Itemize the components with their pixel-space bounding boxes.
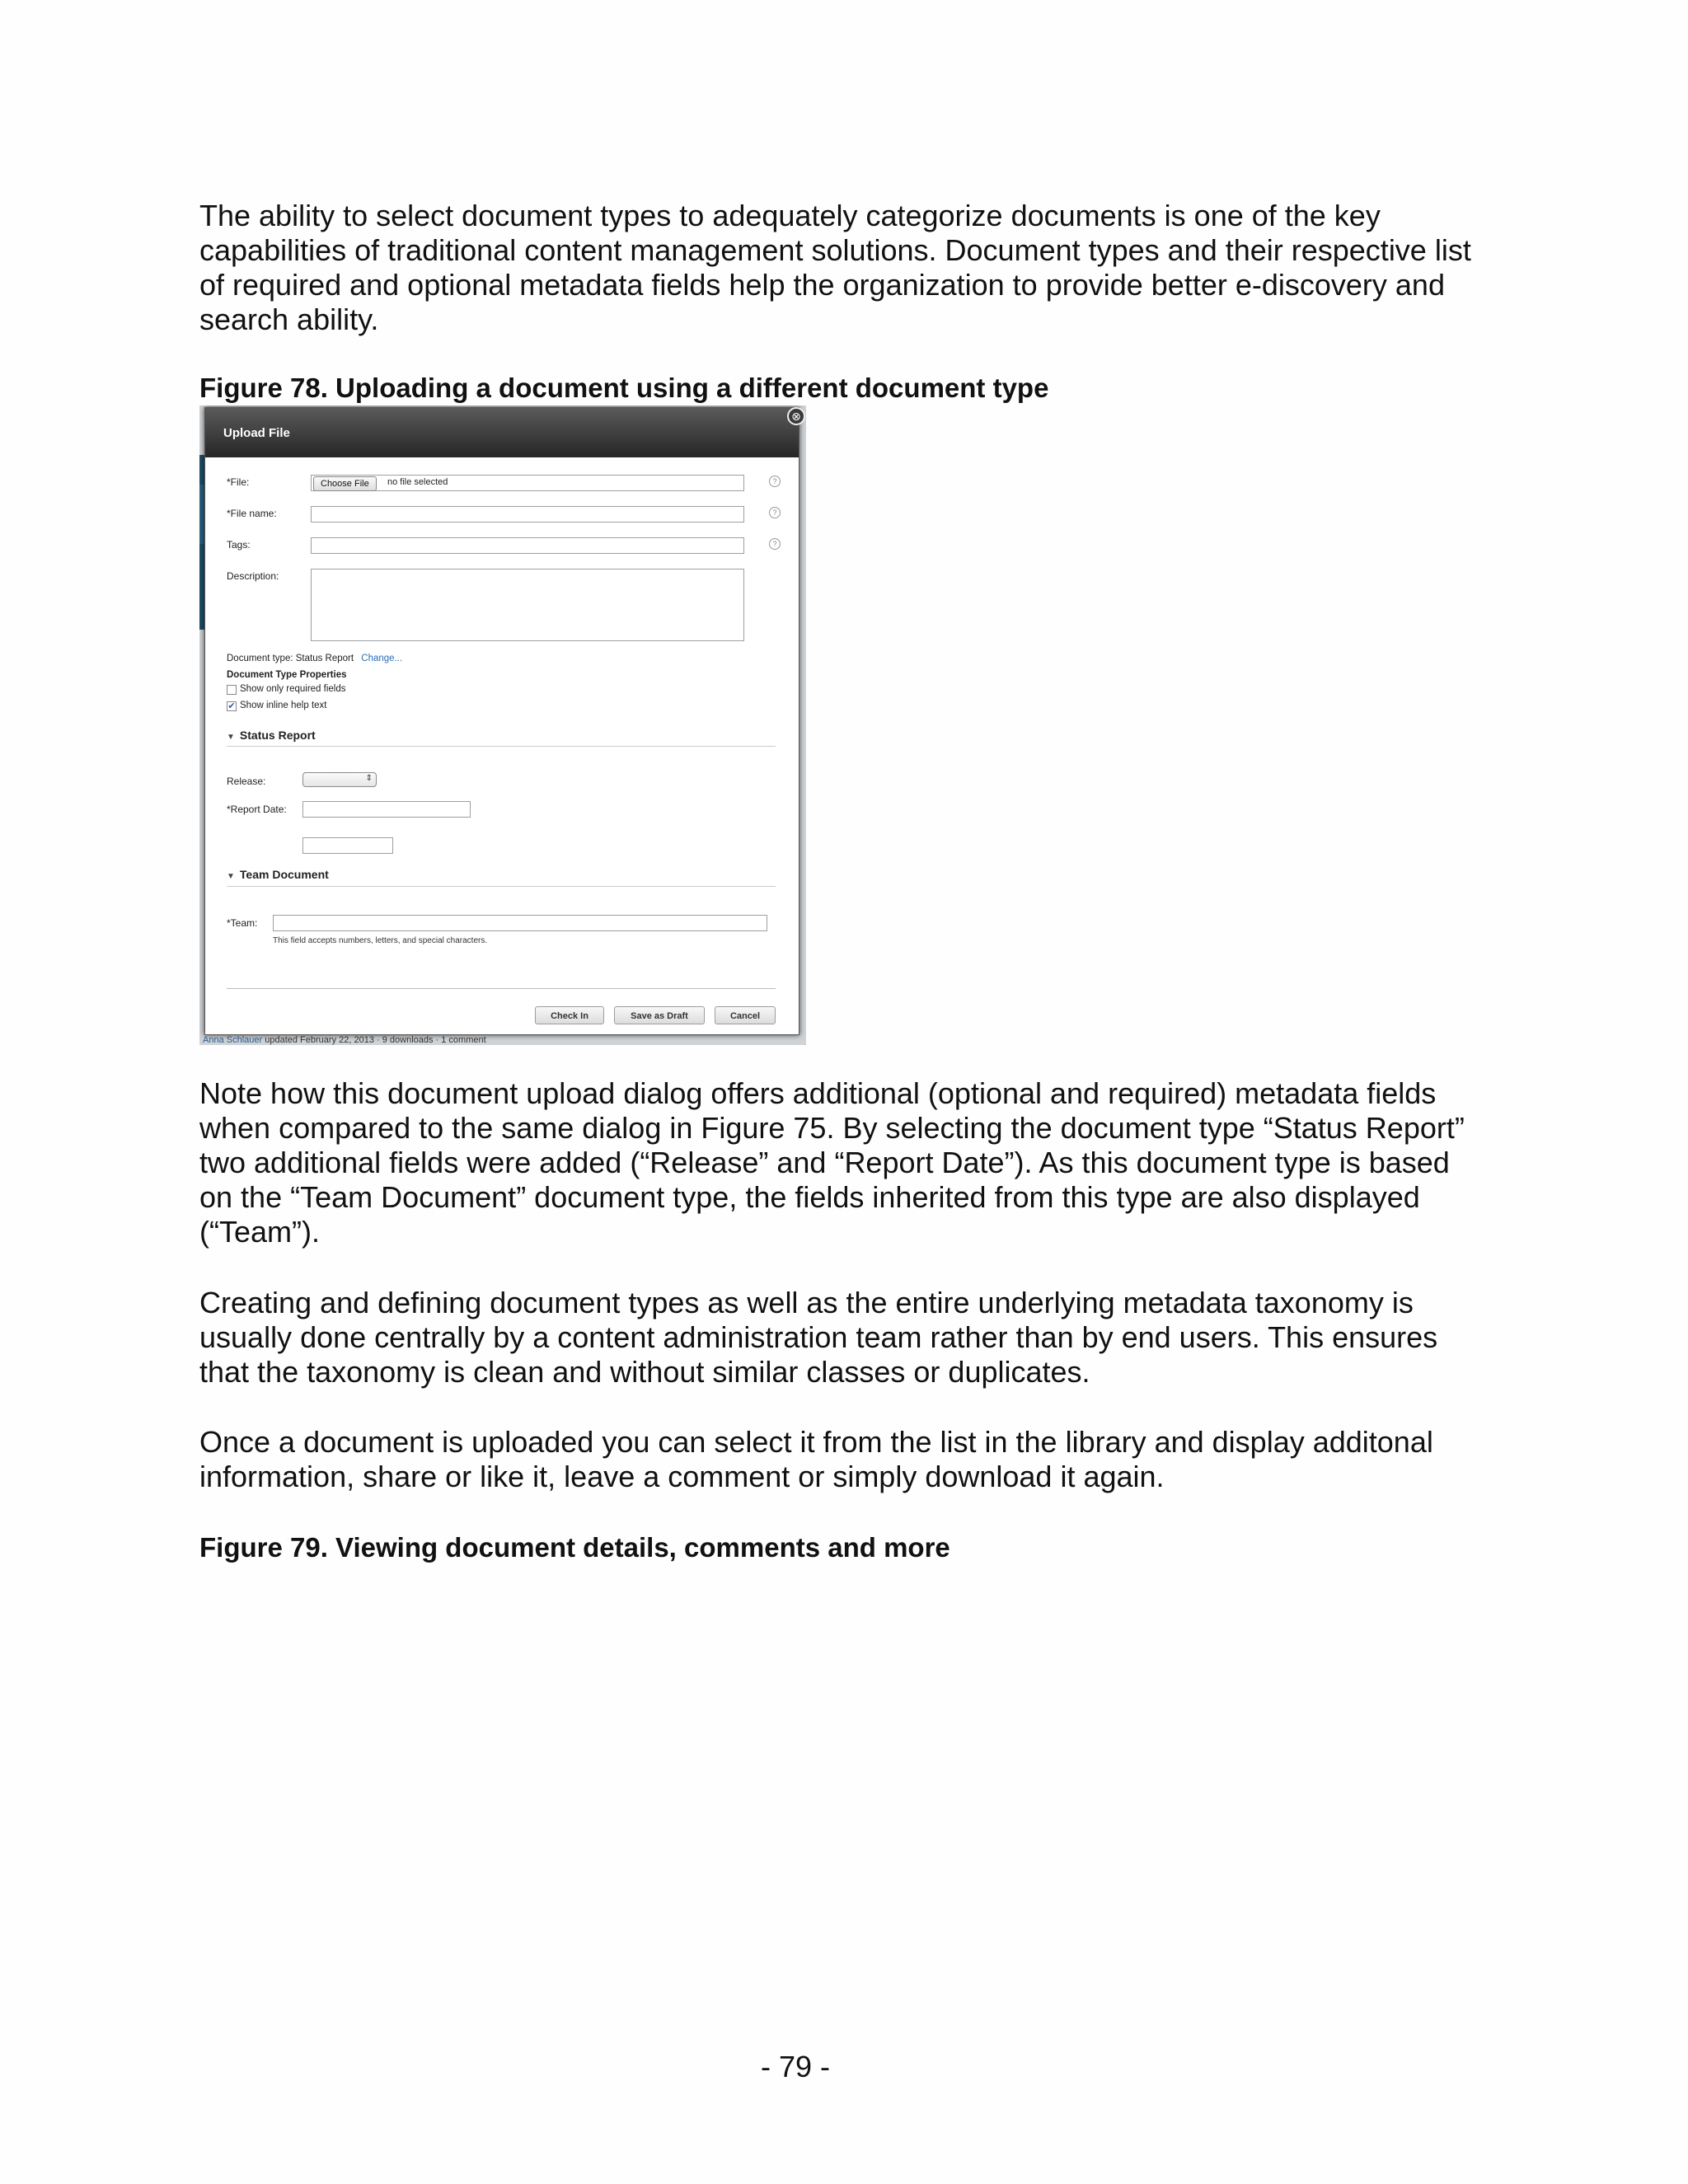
file-label: *File: bbox=[227, 476, 250, 488]
file-name-input[interactable] bbox=[311, 506, 744, 523]
collapse-triangle-icon: ▼ bbox=[227, 733, 235, 742]
upload-file-dialog bbox=[204, 407, 799, 1035]
select-arrow-icon: ⇕ bbox=[365, 774, 373, 783]
section-divider bbox=[227, 746, 776, 747]
team-document-section[interactable] bbox=[227, 868, 329, 881]
figure-79-caption: Figure 79. Viewing document details, comments and more bbox=[199, 1532, 950, 1563]
team-field-hint: This field accepts numbers, letters, and special characters. bbox=[273, 936, 488, 945]
tags-label: Tags: bbox=[227, 539, 251, 551]
page-number: - 79 - bbox=[760, 2050, 831, 2083]
properties-heading: Document Type Properties bbox=[227, 670, 347, 680]
note-paragraph: Note how this document upload dialog offers additional (optional and required) metadata fields when compared to the same dialog in Figure 75. By selecting the document type “Status Report” two additional fields were added (“Release” and “Report Date”). As this document type is based on the “Team Document” document type, the fields inherited from this type are also displayed (“Team”). bbox=[199, 1076, 1465, 1249]
report-time-input[interactable] bbox=[302, 837, 393, 854]
intro-paragraph: The ability to select document types to adequately categorize documents is one of the key capabilities of traditional content management solutions. Document types and their respective list of required and optional metadata fields help the organization to provide better e-discovery and search ability. bbox=[199, 199, 1471, 336]
document-type-row bbox=[227, 654, 402, 663]
background-footer-author: Anna Schlauer bbox=[203, 1035, 263, 1045]
show-required-checkbox[interactable] bbox=[227, 685, 237, 695]
release-select[interactable] bbox=[302, 772, 377, 787]
check-in-button[interactable]: Check In bbox=[535, 1006, 604, 1024]
cancel-button[interactable]: Cancel bbox=[715, 1006, 776, 1024]
background-footer-text: updated February 22, 2013 · 9 downloads · 1 comment bbox=[265, 1035, 486, 1045]
document-type-label: Document type: bbox=[227, 654, 293, 663]
section-divider bbox=[227, 886, 776, 887]
figure-78-caption: Figure 78. Uploading a document using a different document type bbox=[199, 373, 1049, 403]
figure-78-screenshot bbox=[199, 405, 806, 1045]
help-icon[interactable]: ? bbox=[769, 538, 781, 550]
help-icon[interactable]: ? bbox=[769, 476, 781, 487]
dialog-title: Upload File bbox=[223, 426, 290, 440]
document-type-value: Status Report bbox=[295, 654, 354, 663]
collapse-triangle-icon: ▼ bbox=[227, 872, 235, 881]
dialog-footer-divider bbox=[227, 988, 776, 989]
no-file-text: no file selected bbox=[387, 477, 448, 487]
taxonomy-paragraph: Creating and defining document types as well as the entire underlying metadata taxonomy is usually done centrally by a content administration team rather than by end users. This ensures that the taxonomy is clean and without similar classes or duplicates. bbox=[199, 1286, 1438, 1389]
status-report-section[interactable] bbox=[227, 729, 316, 742]
file-input[interactable] bbox=[311, 475, 744, 491]
team-label: *Team: bbox=[227, 917, 258, 929]
status-report-title: Status Report bbox=[239, 729, 316, 742]
release-label: Release: bbox=[227, 776, 266, 787]
team-input[interactable] bbox=[273, 915, 767, 931]
show-help-checkbox[interactable]: ✔ bbox=[227, 701, 236, 711]
report-date-input[interactable] bbox=[302, 801, 471, 818]
description-label: Description: bbox=[227, 570, 279, 582]
file-name-label: *File name: bbox=[227, 508, 277, 519]
close-icon[interactable]: ⊗ bbox=[787, 407, 805, 425]
team-document-title: Team Document bbox=[239, 868, 329, 881]
show-required-label: Show only required fields bbox=[240, 684, 346, 694]
description-textarea[interactable] bbox=[311, 569, 744, 641]
report-date-label: *Report Date: bbox=[227, 804, 287, 815]
save-as-draft-button[interactable]: Save as Draft bbox=[614, 1006, 705, 1024]
tags-input[interactable] bbox=[311, 537, 744, 554]
background-footer bbox=[203, 1035, 486, 1045]
help-icon[interactable]: ? bbox=[769, 507, 781, 518]
choose-file-button[interactable]: Choose File bbox=[313, 476, 377, 491]
dialog-header bbox=[205, 408, 799, 457]
change-document-type-link[interactable]: Change... bbox=[361, 654, 403, 663]
show-help-label: Show inline help text bbox=[240, 701, 327, 710]
details-paragraph: Once a document is uploaded you can select it from the list in the library and display additonal information, share or like it, leave a comment or simply download it again. bbox=[199, 1425, 1433, 1493]
